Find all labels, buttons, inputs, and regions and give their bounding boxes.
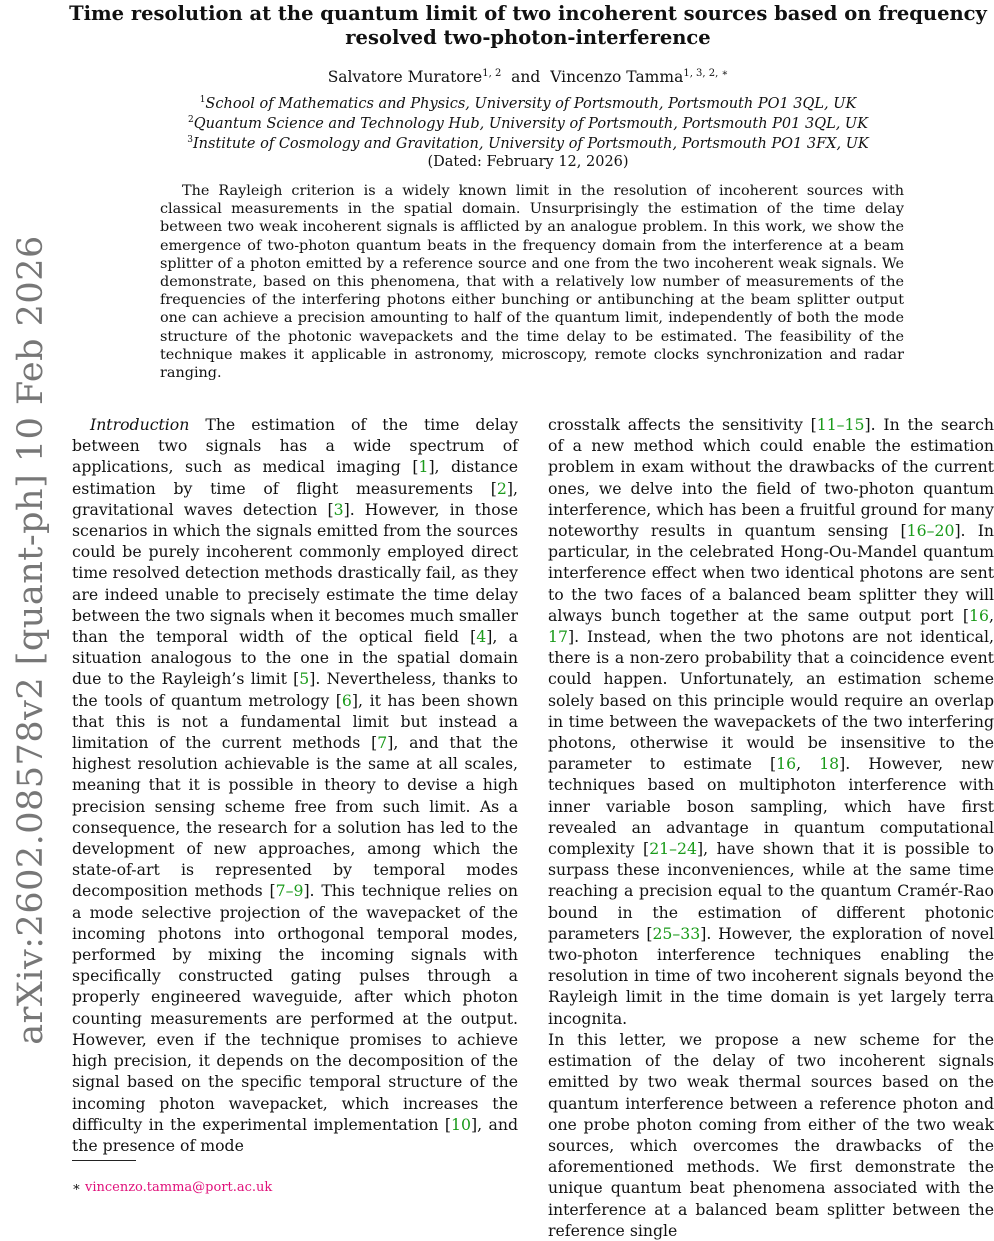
title-line-1: Time resolution at the quantum limit of two incoherent sources based on frequency (69, 2, 987, 25)
citation-link[interactable]: 6 (341, 690, 352, 710)
email-link[interactable]: vincenzo.tamma@port.ac.uk (84, 1180, 273, 1195)
affiliation-text: Quantum Science and Technology Hub, University of Portsmouth, Portsmouth P01 3QL, UK (193, 115, 868, 132)
citation-link[interactable]: 7–9 (275, 881, 304, 901)
body-text: crosstalk affects the sensitivity [ (548, 415, 817, 434)
affiliation-sup: 1 (199, 95, 206, 105)
body-text: ]. This technique relies on a mode selective projection of the wavepacket of the incoming photons into orthogonal temporal modes, performed by mixing the incoming signals with specifically constructed gating pulses through a properly engineered waveguide, after which photon counting measurements are performed at the output. However, even if the technique promises to achieve high precision, it depends on the decomposition of the signal based on the specific temporal structure of the incoming photon wavepacket, which increases the difficulty in the experimental implementation [ (72, 881, 518, 1134)
citation-link[interactable]: 3 (333, 499, 344, 519)
citation-link[interactable]: 4 (476, 627, 487, 647)
footnote-rule (72, 1160, 136, 1161)
author-affil-sup: 1, 3, 2, ∗ (683, 68, 729, 79)
affiliation (62, 95, 994, 112)
citation-link[interactable]: 2 (496, 478, 507, 498)
citation-link[interactable]: 17 (548, 627, 568, 647)
citation-link[interactable]: 5 (299, 669, 310, 689)
citation-link[interactable]: 25–33 (652, 923, 701, 943)
body-text: ], gravitational waves detection [ (72, 478, 518, 519)
citation-separator: , (796, 754, 820, 774)
section-lead: Introduction (90, 415, 190, 434)
citation-link[interactable]: 16 (776, 754, 797, 774)
body-column-right (548, 414, 994, 1241)
paragraph (548, 414, 994, 1029)
body-text: ], it has been shown that this is not a fundamental limit but instead a limitation of the current methods [ (72, 690, 518, 753)
authors (62, 68, 994, 86)
citation-link[interactable]: 21–24 (649, 839, 697, 859)
citation-link[interactable]: 1 (418, 457, 429, 477)
author-name: Vincenzo Tamma (550, 68, 684, 87)
arxiv-identifier: arXiv:2602.08578v2 [quant-ph] 10 Feb 2026 (11, 235, 51, 1045)
affiliation-sup: 2 (188, 115, 194, 125)
author-conjunction: and (511, 68, 541, 87)
citation-link[interactable]: 18 (819, 754, 840, 774)
body-text: The estimation of the time delay between two signals has a wide spectrum of applications, such as medical imaging [ (72, 415, 518, 477)
body-text: ], distance estimation by time of flight measurements [ (72, 457, 518, 498)
citation-link[interactable]: 11–15 (816, 415, 865, 434)
body-text: ]. In particular, in the celebrated Hong-Ou-Mandel quantum interference effect when two identical photons are sent to the two faces of a balanced beam splitter they will always bunch together at the same output port [ (548, 521, 994, 625)
citation-link[interactable]: 7 (377, 733, 388, 753)
affiliation (62, 115, 994, 132)
body-text: ], have shown that it is possible to surpass these inconveniences, while at the same time reaching a precision equal to the quantum Cramér-Rao bound in the estimation of different photonic parameters [ (548, 839, 994, 943)
body-text: ]. However, in those scenarios in which the signals emitted from the sources could be purely incoherent commonly employed direct time resolved detection methods drastically fail, as they are indeed unable to precisely estimate the time delay between the two signals when it becomes much smaller than the temporal width of the optical field [ (72, 499, 518, 647)
body-text: ]. In the search of a new method which could enable the estimation problem in exam without the drawbacks of the current ones, we delve into the field of two-photon quantum interference, which has been a fruitful ground for many noteworthy results in quantum sensing [ (548, 415, 994, 541)
body-text: ]. Instead, when the two photons are not identical, there is a non-zero probability that a coincidence event could happen. Unfortunately, an estimation scheme solely based on this principle would require an overlap in time between the wavepackets of the two interfering photons, otherwise it would be insensitive to the parameter to estimate [ (548, 627, 994, 774)
citation-link[interactable]: 16 (969, 605, 989, 625)
body-text: ], and the presence of mode (72, 1114, 518, 1155)
author-name: Salvatore Muratore (327, 68, 483, 87)
body-text: ]. Nevertheless, thanks to the tools of quantum metrology [ (72, 669, 518, 710)
body-text: ], and that the highest resolution achievable is the same at all scales, meaning that it is possible in theory to devise a high precision sensing scheme free from such limit. As a consequence, the research for a solution has led to the development of new approaches, among which the state-of-art is represented by temporal modes decomposition methods [ (72, 733, 518, 901)
affiliation-text: School of Mathematics and Physics, University of Portsmouth, Portsmouth PO1 3QL, UK (205, 95, 857, 112)
body-text: ]. However, the exploration of novel two-photon interference techniques enabling the resolution in time of two incoherent signals beyond the Rayleigh limit in the time domain is yet largely terra incognita. (548, 923, 994, 1028)
footnote (72, 1180, 272, 1195)
body-column-left (72, 414, 518, 1156)
footnote-marker: ∗ (72, 1180, 81, 1195)
citation-link[interactable]: 10 (451, 1114, 472, 1134)
arxiv-sidebar (0, 0, 62, 1200)
title-line-2: resolved two-photon-interference (345, 26, 711, 49)
affiliation (62, 135, 994, 152)
affiliation-text: Institute of Cosmology and Gravitation, University of Portsmouth, Portsmouth PO1 3FX, UK (192, 135, 869, 152)
abstract: The Rayleigh criterion is a widely known limit in the resolution of incoherent sources with classical measurements in the spatial domain. Unsurprisingly the estimation of the time delay between two weak incoherent signals is afflicted by an analogue problem. In this work, we show the emergence of two-photon quantum beats in the frequency domain from the interference at a beam splitter of a photon emitted by a reference source and one from the two incoherent weak signals. We demonstrate, based on this phenomena, that with a relatively low number of measurements of the frequencies of the interfering photons either bunching or antibunching at the beam splitter output one can achieve a precision amounting to half of the quantum limit, independently of both the mode structure of the photonic wavepackets and the time delay to be estimated. The feasibility of the technique makes it applicable in astronomy, microscopy, remote clocks synchronization and radar ranging. (160, 183, 904, 382)
body-text: ]. However, new techniques based on multiphoton interference with inner variable boson sampling, which have first revealed an advantage in quantum computational complexity [ (548, 754, 994, 859)
author-affil-sup: 1, 2 (482, 68, 502, 79)
citation-separator: , (989, 605, 994, 625)
paragraph: In this letter, we propose a new scheme for the estimation of the delay of two incoherent signals emitted by two weak thermal sources based on the quantum interference between a reference photon and one probe photon coming from either of the two weak sources, which overcomes the drawbacks of the aforementioned methods. We first demonstrate the unique quantum beat phenomena associated with the interference at a balanced beam splitter between the reference single (548, 1029, 994, 1240)
paper-title (62, 2, 994, 50)
dated-line: (Dated: February 12, 2026) (427, 154, 629, 170)
citation-link[interactable]: 16–20 (906, 521, 955, 541)
body-text: ], a situation analogous to the one in the spatial domain due to the Rayleigh’s limit [ (72, 627, 518, 689)
affiliation-sup: 3 (187, 135, 193, 145)
